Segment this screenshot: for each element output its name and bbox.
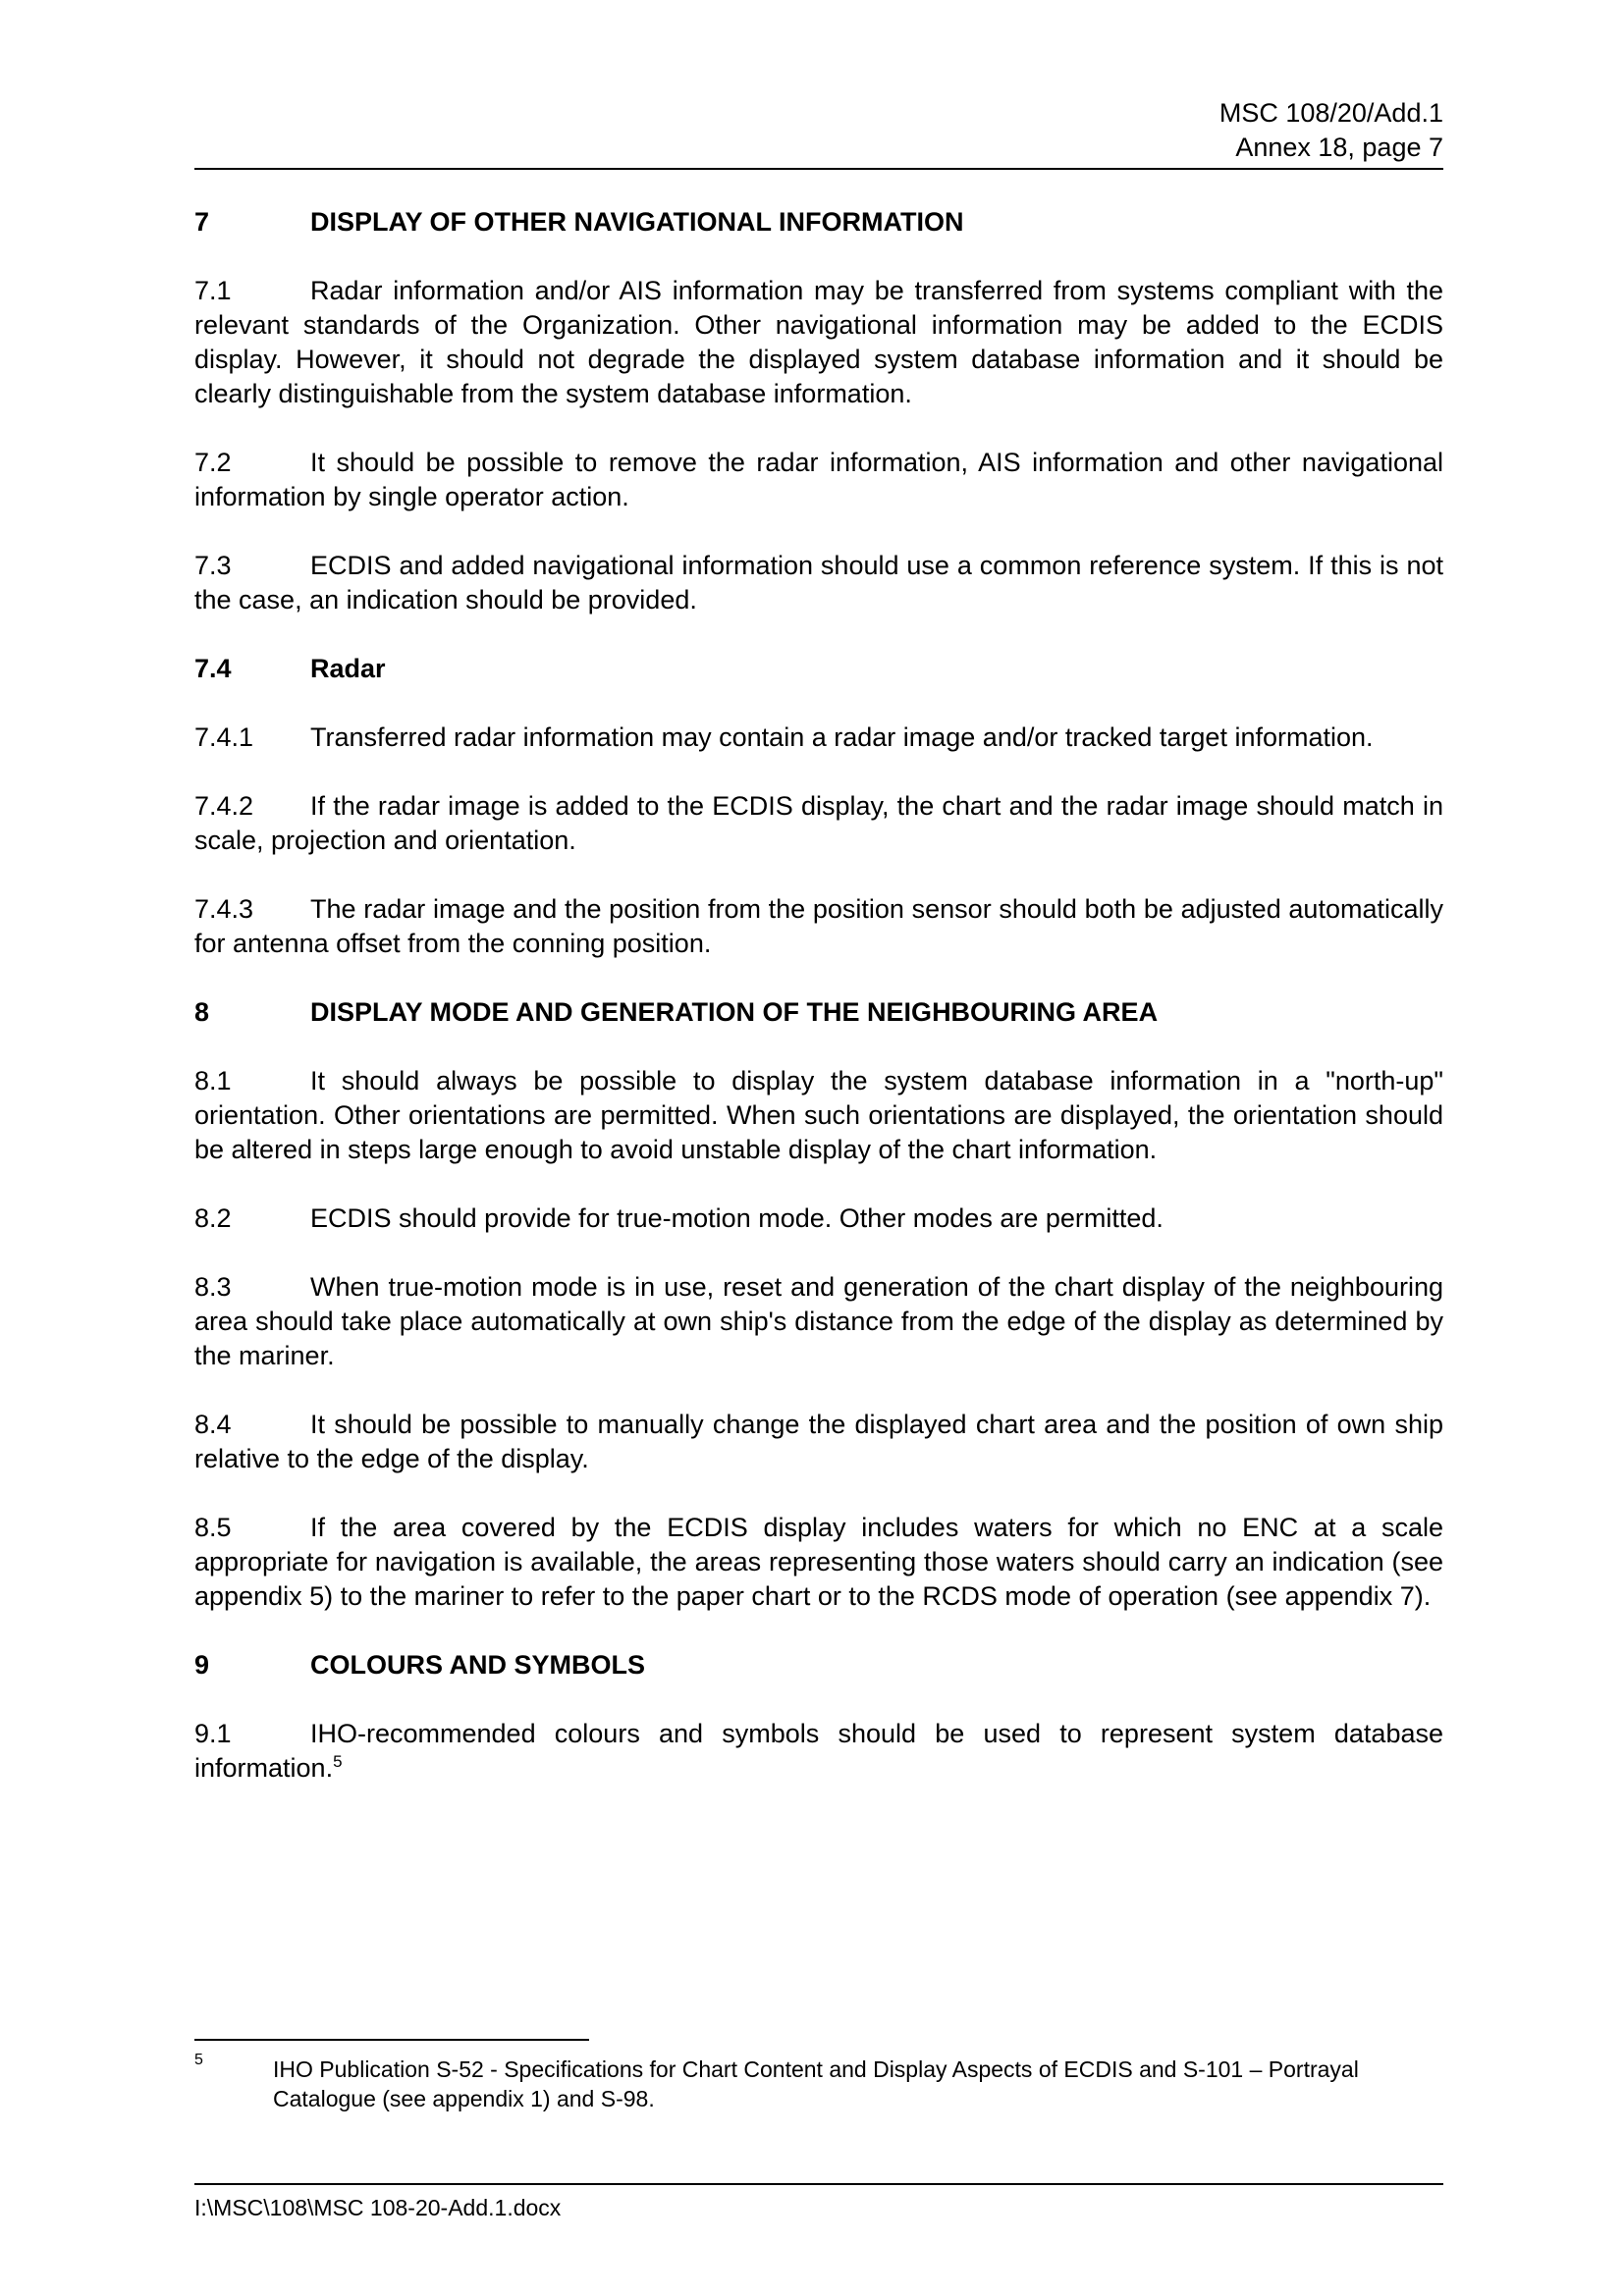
- paragraph-8-5: [194, 1511, 1443, 1614]
- document-body: [194, 205, 1443, 1820]
- paragraph-number: 8.5: [194, 1513, 232, 1542]
- paragraph-text: Radar information and/or AIS information may be transferred from systems compliant with the relevant standards of the Organization. Other navigational information may be added to the ECDIS display. However, it should not degrade the displayed system database information and it should be clearly distinguishable from the system database information.: [194, 276, 1443, 408]
- footnote-mark: 5: [194, 2052, 203, 2068]
- paragraph-number: 8.1: [194, 1066, 232, 1095]
- section-title: COLOURS AND SYMBOLS: [310, 1650, 646, 1680]
- paragraph-7-4-3: [194, 892, 1443, 961]
- paragraph-7-2: [194, 446, 1443, 514]
- section-heading-7: [194, 205, 1443, 240]
- paragraph-number: 8.2: [194, 1203, 232, 1233]
- document-symbol: MSC 108/20/Add.1: [1218, 98, 1443, 128]
- footnote-separator: [194, 2039, 589, 2041]
- paragraph-number: 7.4.1: [194, 722, 254, 752]
- section-title: DISPLAY OF OTHER NAVIGATIONAL INFORMATION: [310, 207, 964, 237]
- paragraph-7-4-2: [194, 789, 1443, 858]
- section-number: 7: [194, 207, 210, 237]
- paragraph-8-1: [194, 1064, 1443, 1167]
- paragraph-8-2: [194, 1201, 1443, 1236]
- paragraph-text: ECDIS and added navigational information should use a common reference system. If this is not the case, an indication should be provided.: [194, 551, 1443, 614]
- file-path: I:\MSC\108\MSC 108-20-Add.1.docx: [194, 2195, 562, 2220]
- section-heading-7-4: [194, 652, 1443, 686]
- footnote: [194, 2052, 1443, 2113]
- section-number: 7.4: [194, 654, 232, 683]
- paragraph-text: It should be possible to remove the radar information, AIS information and other navigational information by single operator action.: [194, 448, 1443, 511]
- paragraph-text: When true-motion mode is in use, reset and generation of the chart display of the neighbouring area should take place automatically at own ship's distance from the edge of the display as determined by the mariner.: [194, 1272, 1443, 1370]
- section-heading-8: [194, 995, 1443, 1030]
- section-number: 8: [194, 997, 210, 1027]
- paragraph-text: ECDIS should provide for true-motion mode. Other modes are permitted.: [310, 1203, 1164, 1233]
- paragraph-text: The radar image and the position from the position sensor should both be adjusted automatically for antenna offset from the conning position.: [194, 894, 1443, 958]
- section-title: DISPLAY MODE AND GENERATION OF THE NEIGHBOURING AREA: [310, 997, 1159, 1027]
- footnote-text: IHO Publication S-52 - Specifications for Chart Content and Display Aspects of ECDIS and S-101 – Portrayal Catalogue (see appendix 1) and S-98.: [273, 2056, 1359, 2111]
- paragraph-number: 7.4.2: [194, 791, 254, 821]
- paragraph-number: 9.1: [194, 1719, 232, 1748]
- paragraph-number: 7.2: [194, 448, 232, 477]
- paragraph-8-3: [194, 1270, 1443, 1373]
- paragraph-number: 7.3: [194, 551, 232, 580]
- paragraph-7-1: [194, 274, 1443, 411]
- paragraph-text: IHO-recommended colours and symbols should be used to represent system database information.: [194, 1719, 1443, 1783]
- paragraph-9-1: [194, 1717, 1443, 1786]
- paragraph-text: Transferred radar information may contain a radar image and/or tracked target information.: [310, 722, 1374, 752]
- paragraph-7-4-1: [194, 721, 1443, 755]
- paragraph-number: 8.3: [194, 1272, 232, 1302]
- paragraph-number: 7.1: [194, 276, 232, 305]
- paragraph-number: 7.4.3: [194, 894, 254, 924]
- footnote-reference[interactable]: 5: [333, 1752, 343, 1771]
- page-header: [194, 96, 1443, 170]
- annex-page-label: Annex 18, page 7: [1235, 133, 1443, 162]
- paragraph-number: 8.4: [194, 1410, 232, 1439]
- paragraph-text: If the radar image is added to the ECDIS display, the chart and the radar image should match in scale, projection and orientation.: [194, 791, 1443, 855]
- paragraph-8-4: [194, 1408, 1443, 1476]
- page-footer: [194, 2183, 1443, 2222]
- section-title: Radar: [310, 654, 386, 683]
- paragraph-text: It should always be possible to display the system database information in a "north-up" orientation. Other orientations are permitted. When such orientations are displayed, the orientation should be altered in steps large enough to avoid unstable display of the chart information.: [194, 1066, 1443, 1164]
- paragraph-7-3: [194, 549, 1443, 617]
- section-number: 9: [194, 1650, 210, 1680]
- paragraph-text: If the area covered by the ECDIS display includes waters for which no ENC at a scale appropriate for navigation is available, the areas representing those waters should carry an indication (see appendix 5) to the mariner to refer to the paper chart or to the RCDS mode of operation (see appendix 7).: [194, 1513, 1443, 1611]
- section-heading-9: [194, 1648, 1443, 1682]
- paragraph-text: It should be possible to manually change the displayed chart area and the position of own ship relative to the edge of the display.: [194, 1410, 1443, 1473]
